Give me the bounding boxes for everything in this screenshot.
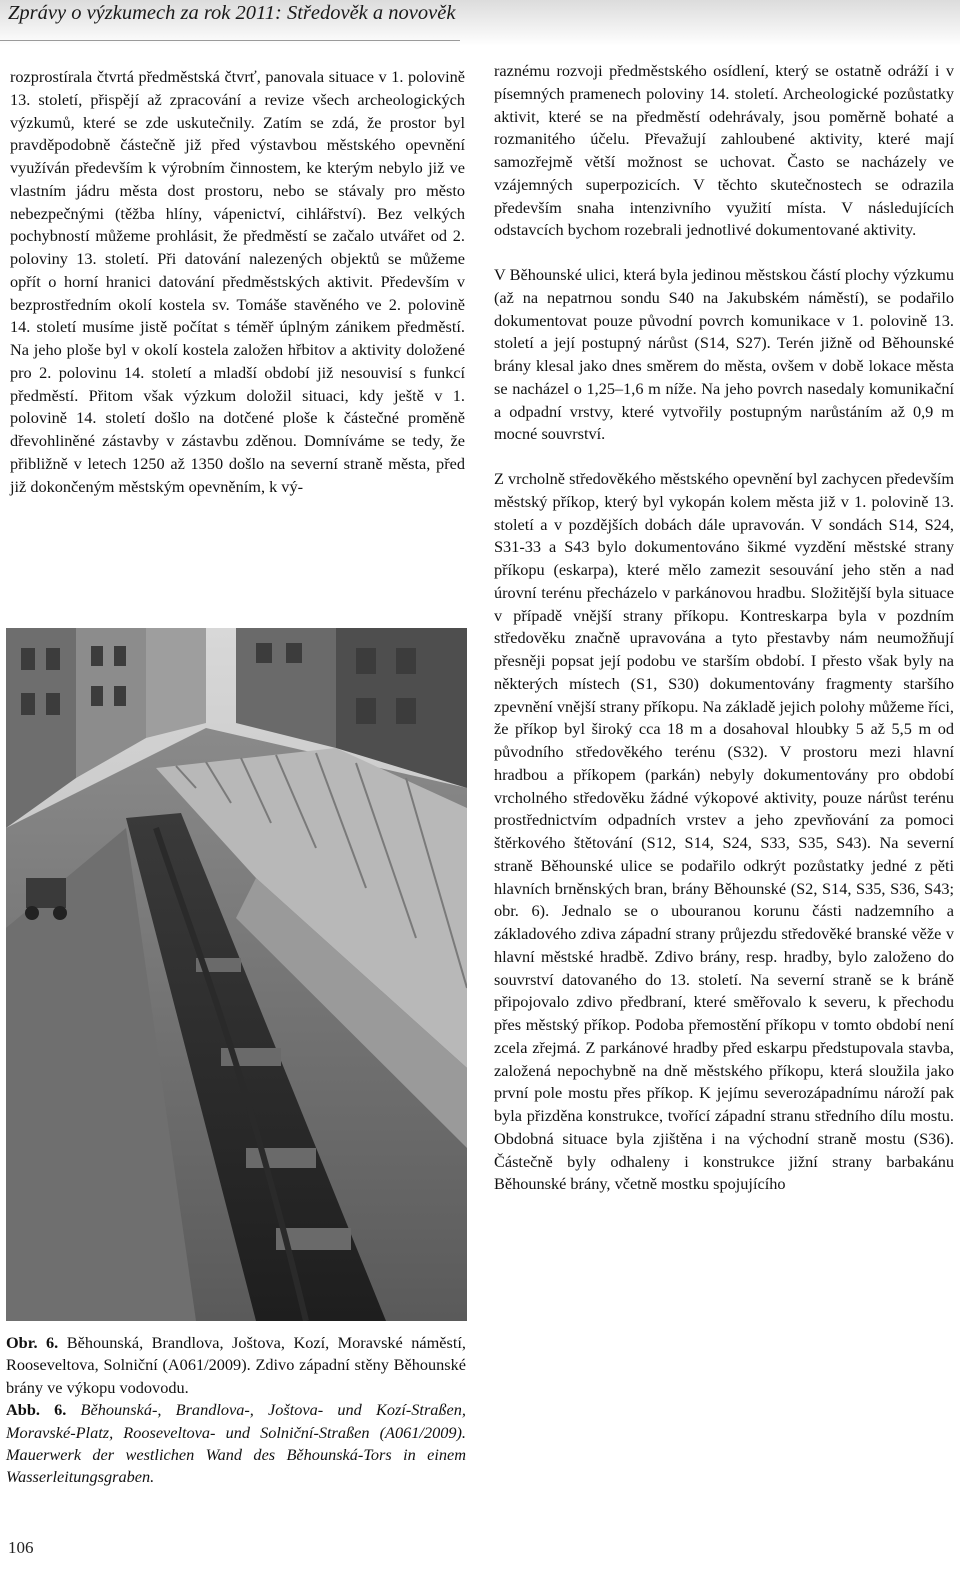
excavation-photo (6, 628, 467, 1321)
caption-german (6, 1399, 466, 1489)
right-paragraph-3: Z vrcholně středověkého městského opevnění byl zachycen především městský příkop, který byl vykopán kolem města již v 1. polovině 13. století a v pozdějších dobách dále upravován. V sondách S14, S24, S31-33 a S43 bylo dokumentováno šikmé vyzdění městské strany příkopu (eskarpa), které mělo zamezit sesouvání jeho stěn a nad úrovní terénu přecházelo v parkánovou hradbu. Složitější byla situace v případě vnější strany příkopu. Kontreskarpa byla v pozdním středověku značně upravována a tyto přestavby nám neumožňují přesněji popsat její podobu ve starším období. I přesto však byly na některých místech (S1, S30) dokumentovány fragmenty staršího zpevnění vnější strany příkopu. Na základě jejich polohy můžeme říci, že příkop byl široký cca 18 m a dosahoval hloubky 5 až 5,5 m od původního středověkého terénu (S32). V prostoru mezi hlavní hradbou a příkopem (parkán) nebyly dokumentovány pro období vrcholného středověku žádné výkopové aktivity, pouze nárůst terénu prostřednictvím odpadních vrstev a jeho zpevňování za pomoci štěrkového štětování (S12, S14, S24, S33, S35, S43). Na severní straně Běhounské ulice se podařilo odkrýt pozůstatky jedné z pěti hlavních brněnských bran, brány Běhounské (S2, S14, S35, S36, S43; obr. 6). Jednalo se o ubouranou korunu části nadzemního a základového zdiva západní strany průjezdu středověké branské věže v hlavní městské hradbě. Zdivo brány, resp. hradby, bylo založeno do souvrství datovaného do 13. století. Na severní straně se k bráně připojovalo zdivo předbraní, které směřovalo k severu, k přechodu přes městský příkop. Podoba přemostění příkopu v tomto období není zcela zřejmá. Z parkánové hradby před eskarpu předstupovala stavba, založená nepochybně na dně městského příkopu, která sloužila jako první pole mostu přes příkop. K jejímu severozápadnímu nároží pak byla přizděna konstrukce, tvořící západní stranu středního dílu mostu. Obdobná situace byla zjištěna i na východní straně mostu (S36). Částečně byly odhaleny i konstrukce jižní strany barbakánu Běhounské brány, včetně mostku spojujícího (494, 469, 954, 1194)
right-paragraph-1: raznému rozvoji předměstského osídlení, který se ostatně odráží i v písemných pramenech poloviny 14. století. Archeologické pozůstatky aktivit, které se na předměstí odehrávaly, jsou poměrně bohaté a rozmanitého účelu. Převažují zahloubené aktivity, které mají samozřejmě větší možnost se uchovat. Často se nacházely ve vzájemných superpozicích. V těchto skutečnostech se odrazila především snaha intenzivního využití místa. V následujících odstavcích bychom rozebrali jednotlivé dokumentované aktivity. (494, 61, 954, 240)
header-rule (0, 40, 460, 41)
running-header-title: Zprávy o výzkumech za rok 2011: Středověk a novověk (8, 2, 456, 24)
caption-czech-text: Běhounská, Brandlova, Joštova, Kozí, Moravské náměstí, Rooseveltova, Solniční (A061/2009). Zdivo západní stěny Běhounské brány ve výkopu vodovodu. (6, 1333, 466, 1397)
caption-german-text: Běhounská-, Brandlova-, Joštova- und Kozí-Straßen, Moravské-Platz, Rooseveltova- und Solniční-Straßen (A061/2009). Mauerwerk der westlichen Wand des Běhounská-Tors in einem Wasserleitungsgraben. (6, 1400, 466, 1487)
right-column (494, 60, 954, 1196)
caption-czech-label: Obr. 6. (6, 1333, 59, 1352)
running-header (0, 0, 960, 46)
caption-german-label: Abb. 6. (6, 1400, 67, 1420)
left-column (10, 66, 465, 498)
right-paragraph-2: V Běhounské ulici, která byla jedinou městskou částí plochy výzkumu (až na nepatrnou sondu S40 na Jakubském náměstí), se podařilo dokumentovat pouze původní povrch komunikace v 1. polovině 13. století a její postupný nárůst (S14, S27). Terén jižně od Běhounské brány klesal jako dnes směrem do města, ovšem v době lokace města se nacházel o 1,25–1,6 m níže. Na jeho povrch nasedaly komunikační a odpadní vrstvy, které vytvořily postupným narůstáním až 0,9 m mocné souvrství. (494, 265, 954, 444)
page-number: 106 (8, 1538, 34, 1557)
left-paragraph: rozprostírala čtvrtá předměstská čtvrť, panovala situace v 1. polovině 13. století, přispějí až zpracování a revize všech archeologických výzkumů, které se zde uskutečnily. Zatím se zdá, že prostor byl pravděpodobně částečně již před výstavbou městského opevnění využíván především k výrobním činnostem, ke kterým nebylo již ve vlastním jádru města dost prostoru, nebo se stávaly pro město nebezpečnými (těžba hlíny, vápenictví, cihlářství). Bez velkých pochybností můžeme prohlásit, že předměstí se začalo utvářet od 2. poloviny 13. století. Při datování nalezených objektů se můžeme opřít o horní hranici datování předměstských aktivit. Především v bezprostředním okolí kostela sv. Tomáše stavěného ve 2. polovině 14. století musíme jistě počítat s téměř úplným zánikem předměstí. Na jeho ploše byl v okolí kostela založen hřbitov a aktivity doložené pro 2. polovinu 14. století a mladší období již nesouvisí s funkcí předměstí. Přitom však výzkum doložil situaci, kdy ještě v 1. polovině 14. století došlo na dotčené ploše k částečné proměně dřevohliněné zástavby v zástavbu zděnou. Domníváme se tedy, že přibližně v letech 1250 až 1350 došlo na severní straně města, před již dokončeným městským opevněním, k vý- (10, 67, 465, 496)
figure-caption (6, 1332, 466, 1489)
caption-czech (6, 1332, 466, 1399)
